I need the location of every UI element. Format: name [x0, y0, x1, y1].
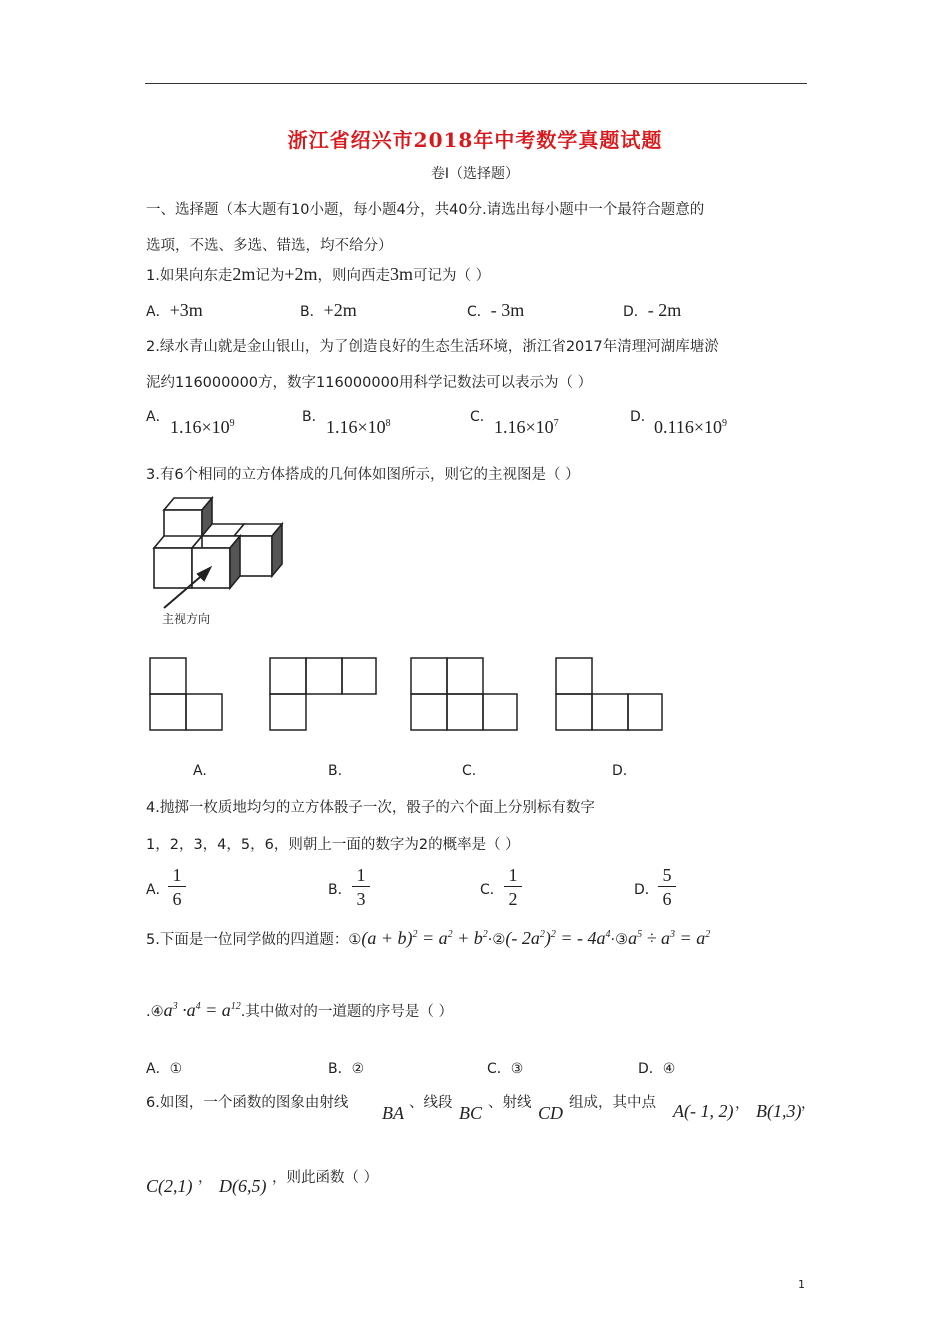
q5-option-c[interactable]: C．③ — [487, 1061, 524, 1077]
q2-option-d-value: $0.116\times 10^9$ — [654, 417, 727, 437]
q4-option-a-fraction: $\frac{1}{6}$ — [168, 864, 186, 911]
q6-segment-bc: BC — [459, 1103, 483, 1123]
q3-option-a-view[interactable] — [148, 656, 224, 732]
q4-option-d-label[interactable]: D． — [634, 882, 659, 898]
question-6-text-5: ，则此函数（ ） — [272, 1170, 379, 1186]
q2-option-d-label[interactable]: D． — [630, 409, 655, 425]
q4-option-b-label[interactable]: B． — [328, 882, 352, 898]
question-1-stem: 1.如果向东走2m记为+2m，则向西走3m可记为（ ） — [146, 264, 491, 284]
q5-option-b[interactable]: B．② — [328, 1061, 365, 1077]
section-line-1: 一、选择题（本大题有10小题，每小题4分，共40分.请选出每小题中一个最符合题意的 — [146, 202, 705, 218]
q2-option-a-label[interactable]: A． — [146, 409, 170, 425]
q5-expression-1: $(a + b)^2 = a^2 + b^2$ — [361, 928, 488, 948]
q6-point-a: A(- 1, 2) — [673, 1101, 734, 1121]
exam-subtitle: 卷Ⅰ（选择题） — [430, 166, 520, 182]
question-5-line-2: $.④a^3 \cdot a^4 = a^{12}$.其中做对的一道题的序号是（ ） — [146, 1000, 453, 1020]
q2-option-c-label[interactable]: C． — [470, 409, 494, 425]
q5-option-a[interactable]: A．① — [146, 1061, 183, 1077]
q3-label-a: A. — [193, 763, 207, 779]
q1-math-1: 2m — [232, 264, 256, 284]
q4-option-a-label[interactable]: A． — [146, 882, 170, 898]
q5-expression-2: (- $2a^2)^2$ = - $4a^4$ — [505, 928, 611, 948]
q2-option-a-value: $1.16\times 10^9$ — [170, 417, 235, 437]
q3-label-d: D. — [612, 763, 628, 779]
question-6-text-1: 6.如图，一个函数的图象由射线 — [146, 1095, 349, 1111]
page-number: 1 — [798, 1278, 805, 1291]
question-2-line-2: 泥约116000000方，数字116000000用科学记数法可以表示为（ ） — [146, 375, 593, 391]
q5-option-d[interactable]: D．④ — [638, 1061, 676, 1077]
q6-comma-3: ， — [198, 1170, 213, 1186]
q6-ray-ba: BA — [382, 1103, 404, 1123]
q6-ray-cd: CD — [538, 1103, 564, 1123]
q6-comma-1: ， — [735, 1096, 750, 1112]
question-6-text-2: 、线段 — [409, 1095, 453, 1111]
q2-option-b-value: $1.16\times 10^8$ — [326, 417, 391, 437]
q3-option-c-view[interactable] — [409, 656, 519, 732]
question-5-intro: 5.下面是一位同学做的四道题：①(a + $b)^2 = a^2$ + $b^2\cdot ②(-$ $2a^2)^2$ = - $4a^4\cdot ③a^5 \div a^3 = a^2$ — [146, 928, 711, 948]
q2-option-b-label[interactable]: B． — [302, 409, 326, 425]
q4-option-b-fraction: $\frac{1}{3}$ — [352, 864, 370, 911]
q1-option-a[interactable]: A．+3m — [146, 300, 203, 320]
section-line-2: 选项，不选、多选、错选，均不给分） — [146, 238, 393, 254]
q3-option-b-view[interactable] — [268, 656, 378, 732]
q6-point-c: C(2,1) — [146, 1176, 193, 1196]
q5-expression-3: $a^5 \div a^3 = a^2$ — [628, 928, 711, 948]
q3-label-c: C. — [462, 763, 477, 779]
exam-title: 浙江省绍兴市2018年中考数学真题试题 — [287, 128, 663, 152]
question-2-line-1: 2.绿水青山就是金山银山，为了创造良好的生态生活环境，浙江省2017年清理河湖库塘淤 — [146, 339, 719, 355]
q1-math-3: 3m — [390, 264, 414, 284]
q4-option-c-fraction: $\frac{1}{2}$ — [504, 864, 522, 911]
q4-option-c-label[interactable]: C． — [480, 882, 504, 898]
q6-point-d: D(6,5) — [219, 1176, 267, 1196]
q1-option-b[interactable]: B．+2m — [300, 300, 357, 320]
question-4-line-1: 4.抛掷一枚质地均匀的立方体骰子一次，骰子的六个面上分别标有数字 — [146, 800, 595, 816]
question-3-stem: 3.有6个相同的立方体搭成的几何体如图所示，则它的主视图是（ ） — [146, 467, 580, 483]
q6-comma-2: ， — [801, 1096, 816, 1112]
question-4-line-2: 1，2，3，4，5，6，则朝上一面的数字为2的概率是（ ） — [146, 837, 520, 853]
header-rule — [145, 83, 807, 84]
q3-figure-caption: 主视方向 — [162, 612, 211, 626]
q3-label-b: B. — [328, 763, 343, 779]
q2-option-c-value: $1.16\times 10^7$ — [494, 417, 559, 437]
q1-option-c[interactable]: C．- 3m — [467, 300, 525, 320]
q6-point-b: B(1,3) — [756, 1101, 802, 1121]
question-6-text-4: 组成，其中点 — [569, 1095, 656, 1111]
question-6-text-3: 、射线 — [488, 1095, 532, 1111]
q3-option-d-view[interactable] — [554, 656, 664, 732]
q5-expression-4: $a^3 \cdot a^4 = a^{12}$ — [163, 1000, 241, 1020]
q1-option-d[interactable]: D．- 2m — [623, 300, 682, 320]
q1-math-2: +2m — [284, 264, 318, 284]
q4-option-d-fraction: $\frac{5}{6}$ — [658, 864, 676, 911]
